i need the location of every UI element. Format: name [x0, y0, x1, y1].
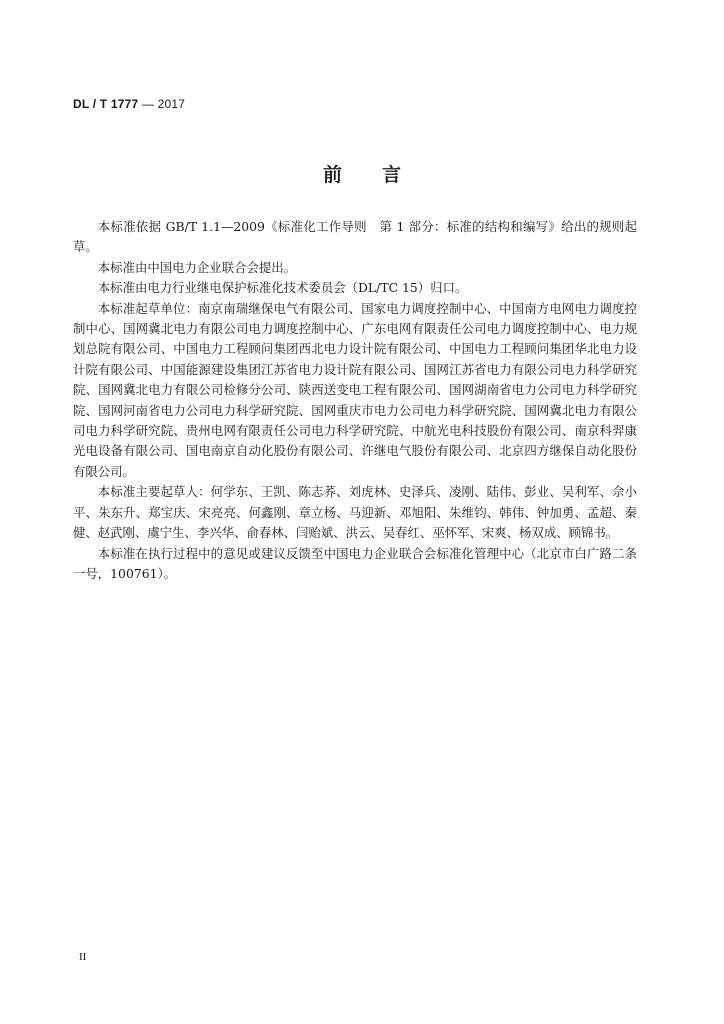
title-char-2: 言 — [382, 164, 402, 186]
standard-code: DL / T 1777 — [73, 97, 139, 111]
paragraph-drafting-rules: 本标准依据 GB/T 1.1—2009《标准化工作导则 第 1 部分：标准的结构和编写》给出的规则起草。 — [73, 219, 637, 255]
title-char-1: 前 — [322, 164, 342, 186]
paragraph-main-drafters: 本标准主要起草人：何学东、王凯、陈志荞、刘虎林、史泽兵、凌刚、陆伟、彭业、吴利军、佘小平、朱东升、郑宝庆、宋亮亮、何鑫刚、章立杨、马迎新、邓旭阳、朱维钧、韩伟、钟加勇、孟超、秦健、赵武刚、虞宁生、李兴华、俞春林、闫贻斌、洪云、吴春红、巫怀军、宋爽、杨双成、顾锦书。 — [73, 484, 637, 541]
paragraph-drafting-units: 本标准起草单位：南京南瑞继保电气有限公司、国家电力调度控制中心、中国南方电网电力调度控制中心、国网冀北电力有限公司电力调度控制中心、广东电网有限责任公司电力调度控制中心、电力规划总院有限公司、中国电力工程顾问集团西北电力设计院有限公司、中国电力工程顾问集团华北电力设计院有限公司、中国能源建设集团江苏省电力设计院有限公司、国网江苏省电力有限公司电力科学研究院、国网冀北电力有限公司检修分公司、陕西送变电工程有限公司、国网湖南省电力公司电力科学研究院、国网河南省电力公司电力科学研究院、国网重庆市电力公司电力科学研究院、国网冀北电力有限公司电力科学研究院、贵州电网有限责任公司电力科学研究院、中航光电科技股份有限公司、南京科羿康光电设备有限公司、国电南京自动化股份有限公司、许继电气股份有限公司、北京四方继保自动化股份有限公司。 — [73, 300, 637, 479]
standard-year: — 2017 — [138, 97, 186, 111]
page-title — [0, 160, 724, 187]
standard-code-header — [73, 97, 185, 111]
paragraph-feedback: 本标准在执行过程中的意见或建议反馈至中国电力企业联合会标准化管理中心（北京市白广路二条一号，100761）。 — [73, 545, 637, 581]
paragraph-proposer: 本标准由中国电力企业联合会提出。 — [97, 259, 297, 275]
page-number: II — [79, 951, 87, 963]
foreword-body — [73, 217, 637, 584]
paragraph-technical-committee: 本标准由电力行业继电保护标准化技术委员会（DL/TC 15）归口。 — [97, 280, 468, 296]
